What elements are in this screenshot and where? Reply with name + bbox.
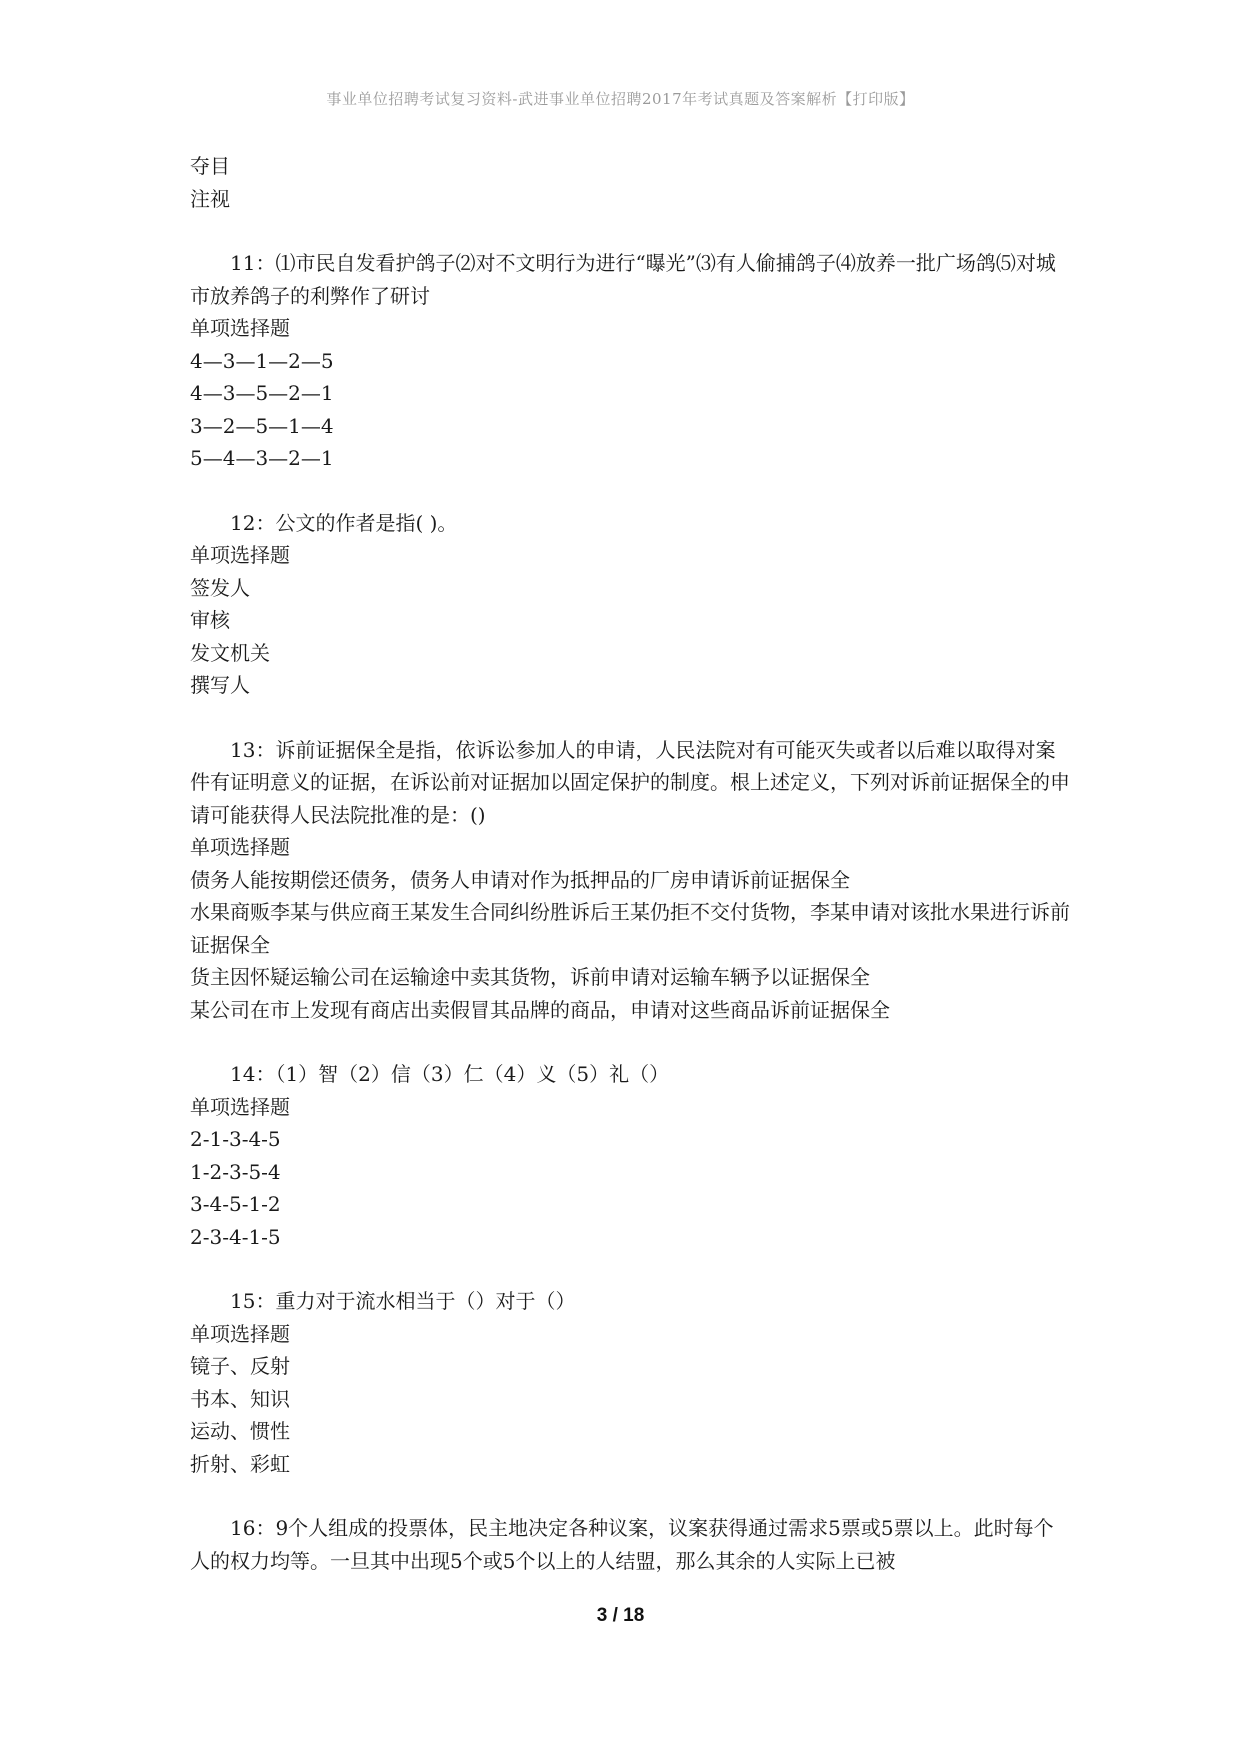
option-text: 2-3-4-1-5 bbox=[190, 1224, 281, 1249]
question-type: 单项选择题 bbox=[190, 543, 290, 567]
question-16 bbox=[190, 1512, 1070, 1577]
page-number: 3 / 18 bbox=[596, 1605, 645, 1626]
option-text: 1-2-3-5-4 bbox=[190, 1159, 281, 1184]
option-text: 2-1-3-4-5 bbox=[190, 1127, 281, 1151]
option-text: 债务人能按期偿还债务，债务人申请对作为抵押品的厂房申请诉前证据保全 bbox=[190, 867, 850, 892]
document-body bbox=[190, 150, 1070, 1577]
question-stem: 11：⑴市民自发看护鸽子⑵对不文明行为进行“曝光”⑶有人偷捕鸽子⑷放养一批广场鸽⑸对城市放养鸽子的利弊作了研讨 bbox=[190, 251, 1056, 308]
question-stem: 14：（1）智（2）信（3）仁（4）义（5）礼（） bbox=[230, 1062, 670, 1086]
page-header: 事业单位招聘考试复习资料-武进事业单位招聘2017年考试真题及答案解析【打印版】 bbox=[326, 90, 915, 108]
question-15 bbox=[190, 1285, 1070, 1480]
option-text: 3-4-5-1-2 bbox=[190, 1192, 281, 1216]
option-text: 4—3—1—2—5 bbox=[190, 348, 334, 373]
question-11 bbox=[190, 247, 1070, 475]
option-text: 签发人 bbox=[190, 575, 250, 600]
question-stem: 15：重力对于流水相当于（）对于（） bbox=[230, 1289, 576, 1313]
option-text: 某公司在市上发现有商店出卖假冒其品牌的商品，申请对这些商品诉前证据保全 bbox=[190, 997, 890, 1022]
option-text: 折射、彩虹 bbox=[190, 1451, 290, 1476]
question-stem: 13：诉前证据保全是指，依诉讼参加人的申请，人民法院对有可能灭失或者以后难以取得对案件有证明意义的证据，在诉讼前对证据加以固定保护的制度。根上述定义，下列对诉前证据保全的申请可能获得人民法院批准的是：() bbox=[190, 737, 1070, 827]
question-12 bbox=[190, 507, 1070, 702]
option-text: 撰写人 bbox=[190, 673, 250, 697]
option-text: 注视 bbox=[190, 186, 230, 211]
question-14 bbox=[190, 1058, 1070, 1253]
option-text: 书本、知识 bbox=[190, 1386, 290, 1411]
option-text: 发文机关 bbox=[190, 640, 270, 665]
option-text: 审核 bbox=[190, 608, 230, 632]
option-text: 3—2—5—1—4 bbox=[190, 413, 334, 438]
question-stem: 12：公文的作者是指( )。 bbox=[230, 510, 458, 535]
option-text: 4—3—5—2—1 bbox=[190, 381, 334, 405]
question-type: 单项选择题 bbox=[190, 1094, 290, 1119]
carryover-options bbox=[190, 150, 1070, 215]
option-text: 运动、惯性 bbox=[190, 1419, 290, 1443]
option-text: 货主因怀疑运输公司在运输途中卖其货物，诉前申请对运输车辆予以证据保全 bbox=[190, 965, 870, 989]
question-13 bbox=[190, 734, 1070, 1027]
question-type: 单项选择题 bbox=[190, 316, 290, 340]
option-text: 夺目 bbox=[190, 154, 230, 178]
question-type: 单项选择题 bbox=[190, 1321, 290, 1346]
question-type: 单项选择题 bbox=[190, 835, 290, 859]
option-text: 镜子、反射 bbox=[190, 1354, 290, 1378]
option-text: 5—4—3—2—1 bbox=[190, 446, 334, 470]
option-text: 水果商贩李某与供应商王某发生合同纠纷胜诉后王某仍拒不交付货物，李某申请对该批水果进行诉前证据保全 bbox=[190, 900, 1070, 957]
question-stem: 16：9个人组成的投票体，民主地决定各种议案，议案获得通过需求5票或5票以上。此时每个人的权力均等。一旦其中出现5个或5个以上的人结盟，那么其余的人实际上已被 bbox=[190, 1516, 1054, 1573]
